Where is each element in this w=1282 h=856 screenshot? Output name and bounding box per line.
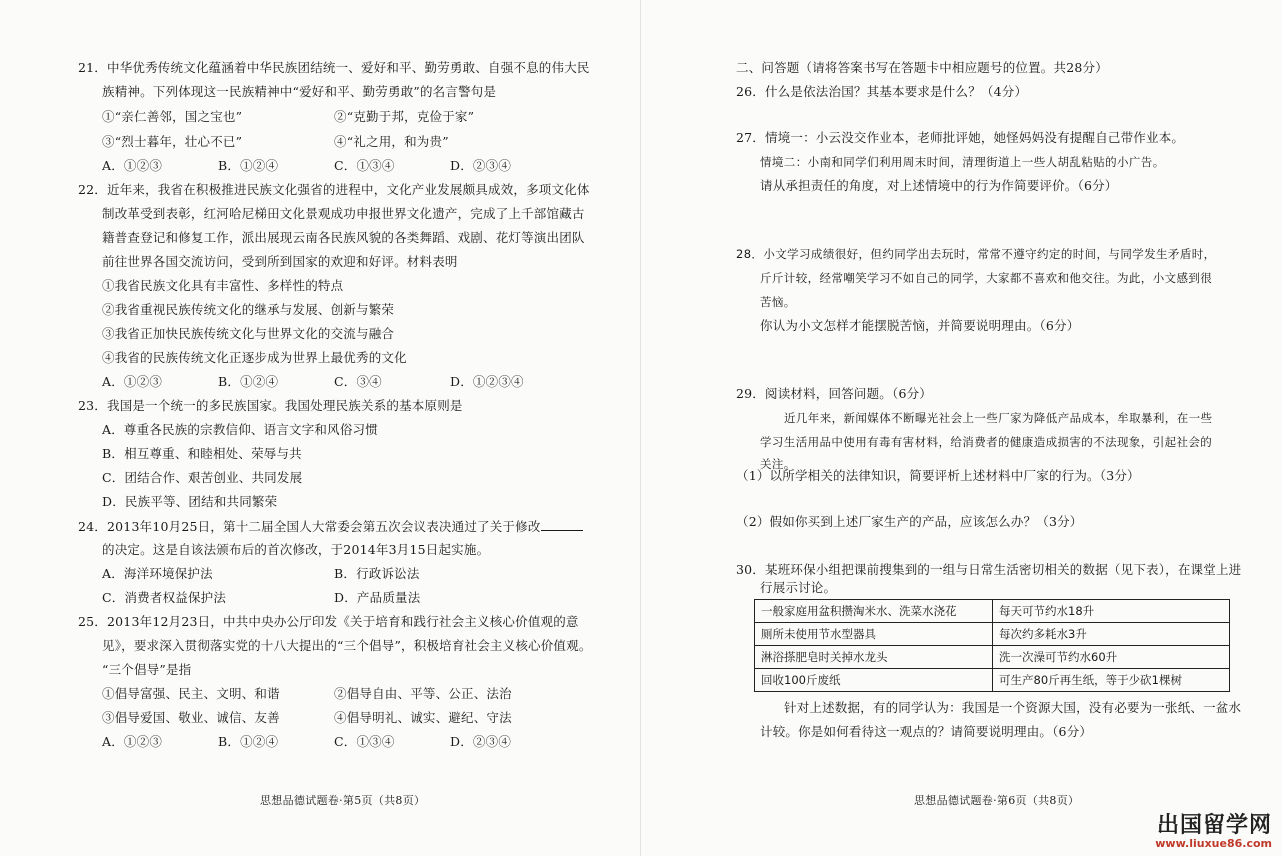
q30-stem-line1: 30．某班环保小组把课前搜集到的一组与日常生活密切相关的数据（见下表），在课堂上进 bbox=[736, 562, 1242, 577]
q25-item-4: ④倡导明礼、诚实、避纪、守法 bbox=[334, 710, 512, 725]
q21-stem-line2: 族精神。下列体现这一民族精神中“爱好和平、勤劳勇敢”的名言警句是 bbox=[102, 84, 497, 99]
page-5-footer: 思想品德试题卷·第5页（共8页） bbox=[260, 794, 426, 807]
q21-item-4: ④“礼之用，和为贵” bbox=[334, 134, 449, 149]
q21-option-a: A．①②③ bbox=[102, 158, 163, 173]
q25-option-c: C．①③④ bbox=[334, 734, 395, 749]
q28-stem-line2: 斤斤计较，经常嘲笑学习不如自己的同学，大家都不喜欢和他交往。为此，小文感到很 bbox=[760, 271, 1213, 285]
q25-item-1: ①倡导富强、民主、文明、和谐 bbox=[102, 686, 280, 701]
q22-stem-line2: 制改革受到表彰，红河哈尼梯田文化景观成功申报世界文化遗产，完成了上千部馆藏古 bbox=[102, 206, 585, 221]
q21-item-2: ②“克勤于邦，克俭于家” bbox=[334, 109, 475, 124]
q29-material-line1: 近几年来，新闻媒体不断曝光社会上一些厂家为降低产品成本，牟取暴利，在一些 bbox=[784, 411, 1213, 425]
q27-prompt: 请从承担责任的角度，对上述情境中的行为作简要评价。（6分） bbox=[760, 178, 1118, 193]
q22-item-3: ③我省正加快民族传统文化与世界文化的交流与融合 bbox=[102, 326, 395, 341]
q29-material-line3: 关注。 bbox=[760, 457, 796, 471]
q22-option-c: C．③④ bbox=[334, 374, 382, 389]
q25-stem-line2: 见》，要求深入贯彻落实党的十八大提出的“三个倡导”，积极培育社会主义核心价值观。 bbox=[102, 638, 592, 653]
q23-option-c: C．团结合作、艰苦创业、共同发展 bbox=[102, 470, 303, 485]
q25-option-b: B．①②④ bbox=[218, 734, 279, 749]
q26-stem: 26．什么是依法治国？其基本要求是什么？（4分） bbox=[736, 84, 1028, 99]
table-cell: 每天可节约水18升 bbox=[993, 600, 1230, 623]
table-row bbox=[755, 623, 1230, 646]
answer-blank bbox=[541, 518, 583, 531]
table-cell: 淋浴搽肥皂时关掉水龙头 bbox=[755, 646, 993, 669]
q25-stem-line3: “三个倡导”是指 bbox=[102, 662, 192, 677]
table-cell: 洗一次澡可节约水60升 bbox=[993, 646, 1230, 669]
q25-option-a: A．①②③ bbox=[102, 734, 163, 749]
q24-stem-line2: 的决定。这是自该法颁布后的首次修改，于2014年3月15日起实施。 bbox=[102, 542, 490, 557]
q21-option-d: D．②③④ bbox=[450, 158, 512, 173]
q22-stem-line1: 22．近年来，我省在积极推进民族文化强省的进程中，文化产业发展颇具成效，多项文化体 bbox=[78, 182, 590, 197]
section-2-heading: 二、问答题（请将答案书写在答题卡中相应题号的位置。共28分） bbox=[736, 60, 1108, 75]
table-row bbox=[755, 646, 1230, 669]
table-cell: 每次约多耗水3升 bbox=[993, 623, 1230, 646]
q30-stem-line2: 行展示讨论。 bbox=[760, 580, 837, 595]
q21-item-1: ①“亲仁善邻，国之宝也” bbox=[102, 109, 243, 124]
q29-sub-2: （2）假如你买到上述厂家生产的产品，应该怎么办？（3分） bbox=[736, 514, 1083, 529]
q23-option-a: A．尊重各民族的宗教信仰、语言文字和风俗习惯 bbox=[102, 422, 378, 437]
q24-option-c: C．消费者权益保护法 bbox=[102, 590, 227, 605]
q29-sub-1: （1）以所学相关的法律知识，简要评析上述材料中厂家的行为。（3分） bbox=[736, 468, 1140, 483]
q22-option-b: B．①②④ bbox=[218, 374, 279, 389]
q23-stem: 23．我国是一个统一的多民族国家。我国处理民族关系的基本原则是 bbox=[78, 398, 463, 413]
q30-prompt-line1: 针对上述数据，有的同学认为：我国是一个资源大国，没有必要为一张纸、一盆水 bbox=[784, 700, 1242, 715]
table-cell: 一般家庭用盆积攒淘米水、洗菜水浇花 bbox=[755, 600, 993, 623]
q30-prompt-line2: 计较。你是如何看待这一观点的？请简要说明理由。（6分） bbox=[760, 724, 1093, 739]
q24-option-a: A．海洋环境保护法 bbox=[102, 566, 213, 581]
q25-item-2: ②倡导自由、平等、公正、法治 bbox=[334, 686, 512, 701]
q24-stem-text: 24．2013年10月25日，第十二届全国人大常委会第五次会议表决通过了关于修改 bbox=[78, 519, 541, 534]
q27-scenario-1: 27．情境一：小云没交作业本，老师批评她，她怪妈妈没有提醒自己带作业本。 bbox=[736, 130, 1185, 145]
q22-item-4: ④我省的民族传统文化正逐步成为世界上最优秀的文化 bbox=[102, 350, 407, 365]
q21-option-b: B．①②④ bbox=[218, 158, 279, 173]
q21-item-3: ③“烈士暮年，壮心不已” bbox=[102, 134, 243, 149]
q25-option-d: D．②③④ bbox=[450, 734, 512, 749]
q21-option-c: C．①③④ bbox=[334, 158, 395, 173]
q24-stem-line1 bbox=[78, 518, 583, 535]
table-cell: 可生产80斤再生纸，等于少砍1棵树 bbox=[993, 669, 1230, 692]
q28-prompt: 你认为小文怎样才能摆脱苦恼，并简要说明理由。（6分） bbox=[760, 318, 1080, 333]
q24-option-b: B．行政诉讼法 bbox=[334, 566, 420, 581]
q22-option-a: A．①②③ bbox=[102, 374, 163, 389]
table-cell: 厕所未使用节水型器具 bbox=[755, 623, 993, 646]
q27-scenario-2: 情境二：小南和同学们利用周末时间，清理街道上一些人胡乱粘贴的小广告。 bbox=[760, 155, 1165, 169]
q24-option-d: D．产品质量法 bbox=[334, 590, 421, 605]
table-row bbox=[755, 600, 1230, 623]
q22-item-2: ②我省重视民族传统文化的继承与发展、创新与繁荣 bbox=[102, 302, 395, 317]
q23-option-d: D．民族平等、团结和共同繁荣 bbox=[102, 494, 278, 509]
q28-stem-line3: 苦恼。 bbox=[760, 295, 796, 309]
watermark-url: www.liuxue86.com bbox=[1155, 837, 1272, 850]
watermark-title: 出国留学网 bbox=[1156, 813, 1272, 838]
q30-data-table bbox=[754, 599, 1230, 692]
table-cell: 回收100斤废纸 bbox=[755, 669, 993, 692]
page-6-footer: 思想品德试题卷·第6页（共8页） bbox=[914, 794, 1080, 807]
q25-item-3: ③倡导爱国、敬业、诚信、友善 bbox=[102, 710, 280, 725]
q21-stem-line1: 21．中华优秀传统文化蕴涵着中华民族团结统一、爱好和平、勤劳勇敢、自强不息的伟大民 bbox=[78, 60, 590, 75]
site-watermark bbox=[1155, 808, 1272, 850]
q29-material-line2: 学习生活用品中使用有毒有害材料，给消费者的健康造成损害的不法现象，引起社会的 bbox=[760, 435, 1213, 449]
q29-stem: 29．阅读材料，回答问题。（6分） bbox=[736, 386, 933, 401]
q22-stem-line4: 前往世界各国交流访问，受到所到国家的欢迎和好评。材料表明 bbox=[102, 254, 458, 269]
q25-stem-line1: 25．2013年12月23日，中共中央办公厅印发《关于培育和践行社会主义核心价值观的意 bbox=[78, 614, 579, 629]
table-row bbox=[755, 669, 1230, 692]
page-divider bbox=[640, 0, 641, 856]
q22-stem-line3: 籍普查登记和修复工作，派出展现云南各民族风貌的各类舞蹈、戏剧、花灯等演出团队 bbox=[102, 230, 585, 245]
q22-item-1: ①我省民族文化具有丰富性、多样性的特点 bbox=[102, 278, 344, 293]
q28-stem-line1: 28．小文学习成绩很好，但约同学出去玩时，常常不遵守约定的时间，与同学发生矛盾时， bbox=[736, 247, 1216, 261]
q22-option-d: D．①②③④ bbox=[450, 374, 524, 389]
q23-option-b: B．相互尊重、和睦相处、荣辱与共 bbox=[102, 446, 302, 461]
